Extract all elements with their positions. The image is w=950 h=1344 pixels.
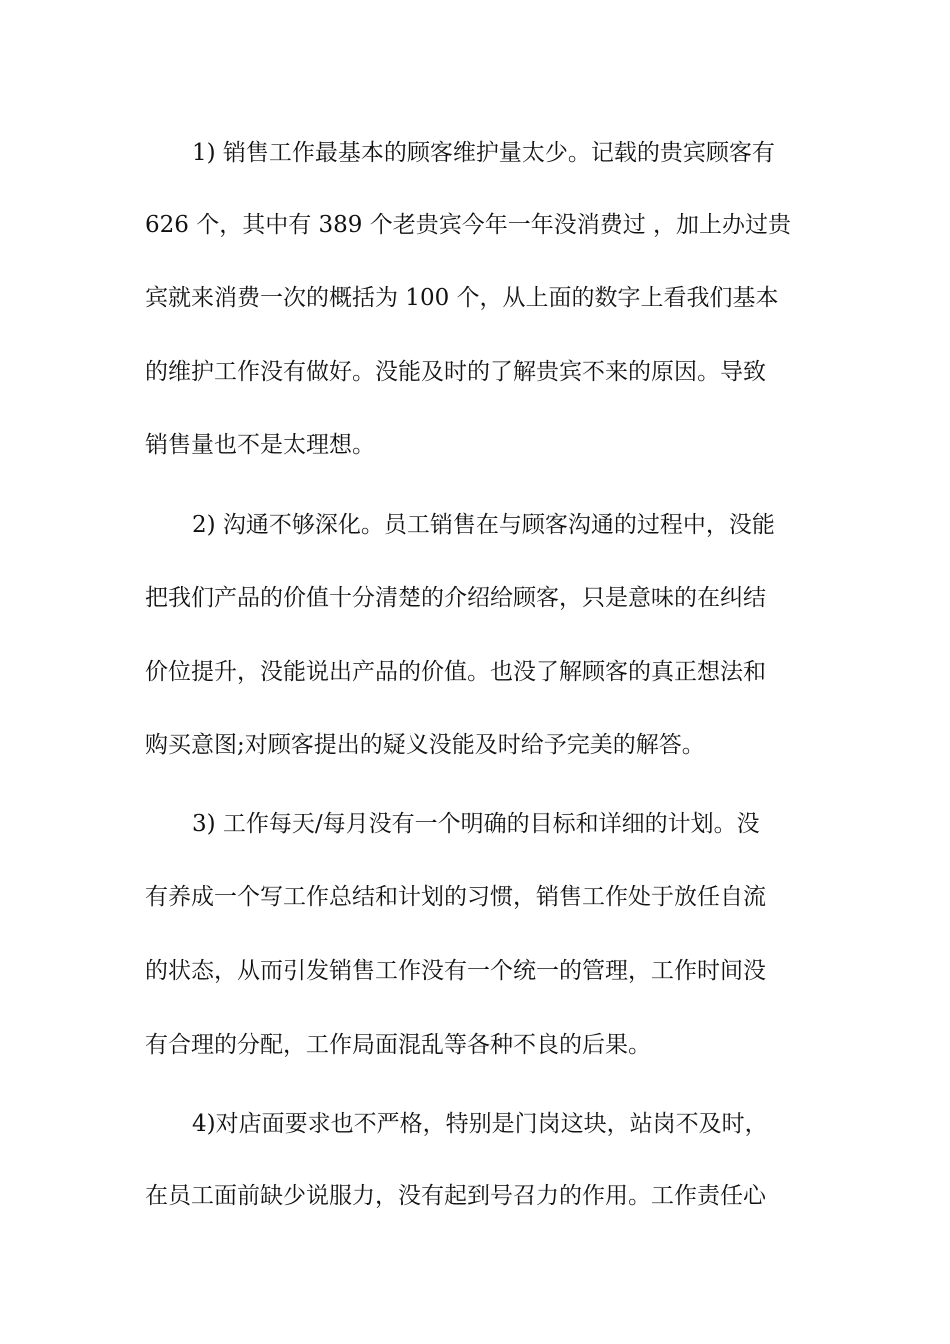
- paragraph-4-line-2: 在员工面前缺少说服力，没有起到号召力的作用。工作责任心: [145, 1183, 766, 1209]
- paragraph-3-line-2: 有养成一个写工作总结和计划的习惯，销售工作处于放任自流: [145, 884, 766, 910]
- paragraph-3-line-3: 的状态，从而引发销售工作没有一个统一的管理，工作时间没: [145, 958, 766, 984]
- paragraph-1-line-5: 销售量也不是太理想。: [145, 432, 375, 458]
- paragraph-1-line-4: 的维护工作没有做好。没能及时的了解贵宾不来的原因。导致: [145, 359, 766, 385]
- paragraph-2-line-1: 2) 沟通不够深化。员工销售在与顾客沟通的过程中，没能: [192, 512, 775, 538]
- paragraph-2-line-2: 把我们产品的价值十分清楚的介绍给顾客，只是意味的在纠结: [145, 585, 766, 611]
- paragraph-1-line-3: 宾就来消费一次的概括为 100 个，从上面的数字上看我们基本: [145, 285, 779, 311]
- paragraph-2-line-3: 价位提升，没能说出产品的价值。也没了解顾客的真正想法和: [145, 659, 766, 685]
- paragraph-4-line-1: 4)对店面要求也不严格，特别是门岗这块，站岗不及时，: [192, 1111, 768, 1137]
- paragraph-1-line-2: 626 个，其中有 389 个老贵宾今年一年没消费过 ，加上办过贵: [145, 212, 792, 238]
- paragraph-2-line-4: 购买意图;对顾客提出的疑义没能及时给予完美的解答。: [145, 732, 705, 758]
- paragraph-3-line-1: 3) 工作每天/每月没有一个明确的目标和详细的计划。没: [192, 811, 760, 837]
- paragraph-1-line-1: 1) 销售工作最基本的顾客维护量太少。记载的贵宾顾客有: [192, 140, 775, 166]
- paragraph-3-line-4: 有合理的分配，工作局面混乱等各种不良的后果。: [145, 1032, 651, 1058]
